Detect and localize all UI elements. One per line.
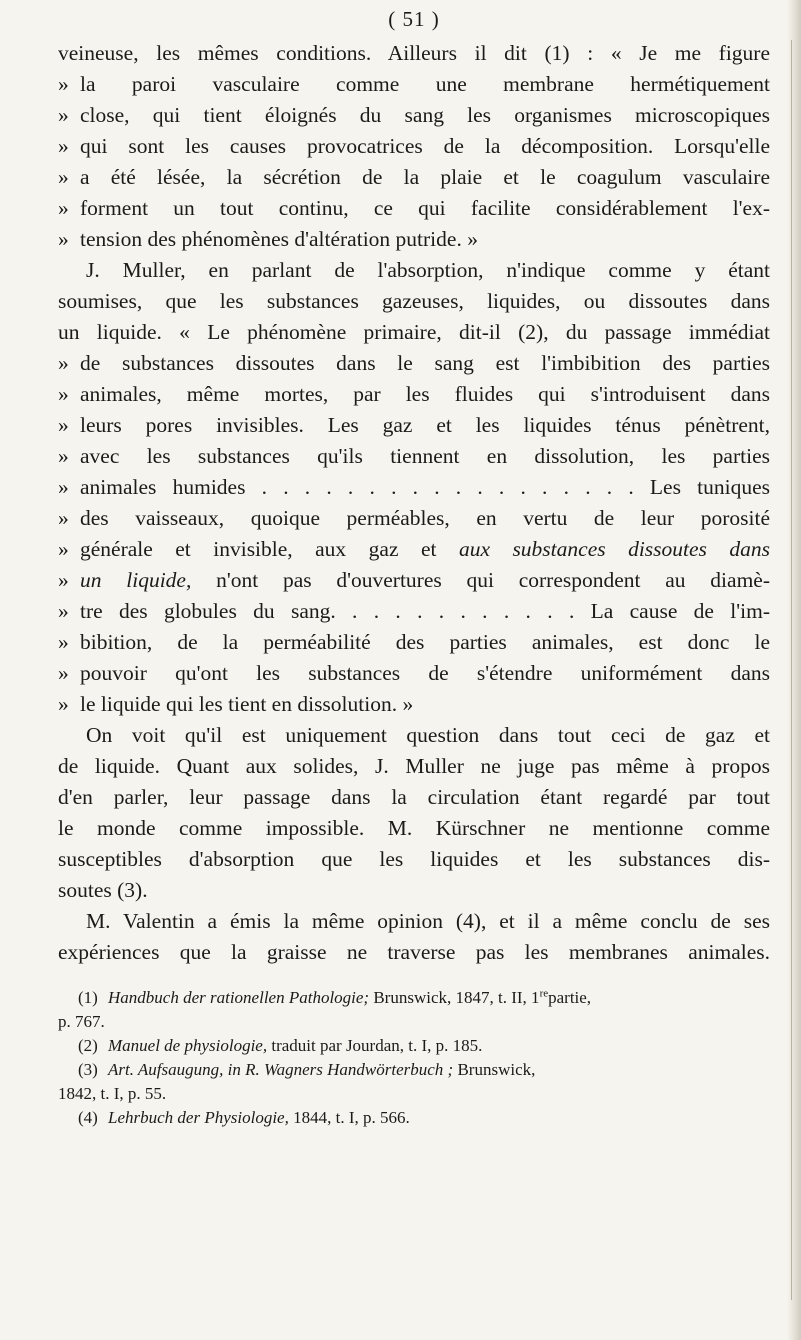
text-line	[58, 720, 770, 751]
line-text: tre des globules du sang. . . . . . . . . . . . La cause de l'im-	[80, 599, 770, 623]
footnote-text: Brunswick, 1847, t. II, 1	[369, 988, 540, 1007]
body-text	[58, 38, 770, 968]
quote-mark: »	[58, 72, 69, 96]
quote-mark: »	[58, 692, 69, 716]
footnote-continuation: p. 767.	[58, 1012, 105, 1031]
text-line	[58, 782, 770, 813]
line-text: close, qui tient éloignés du sang les organismes microscopiques	[80, 103, 770, 127]
text-line	[58, 627, 770, 658]
quote-mark: »	[58, 382, 69, 406]
quote-mark: »	[58, 196, 69, 220]
line-text: des vaisseaux, quoique perméables, en vertu de leur porosité	[80, 506, 770, 530]
text-line	[58, 937, 770, 968]
text-line	[58, 38, 770, 69]
footnote-title: Art. Aufsaugung, in R. Wagners Handwörterbuch ;	[108, 1060, 454, 1079]
quote-mark: »	[58, 506, 69, 530]
text-line	[58, 813, 770, 844]
line-text: générale et invisible, aux gaz et	[80, 537, 459, 561]
line-text: animales humides . . . . . . . . . . . . . . . . . . Les tuniques	[80, 475, 770, 499]
footnote	[58, 1058, 770, 1082]
quote-mark: »	[58, 444, 69, 468]
line-text: avec les substances qu'ils tiennent en dissolution, les parties	[80, 444, 770, 468]
text-line	[58, 906, 770, 937]
text-line	[58, 441, 770, 472]
text-line	[58, 751, 770, 782]
line-text: soumises, que les substances gazeuses, liquides, ou dissoutes dans	[58, 289, 770, 313]
text-line	[58, 689, 770, 720]
line-text: n'ont pas d'ouvertures qui correspondent au diamè-	[191, 568, 770, 592]
text-line	[58, 255, 770, 286]
page-edge-shadow	[787, 0, 801, 1340]
quote-mark: »	[58, 475, 69, 499]
line-text: un liquide. « Le phénomène primaire, dit-il (2), du passage immédiat	[58, 320, 770, 344]
book-page	[58, 0, 770, 1130]
line-text: soutes (3).	[58, 878, 148, 902]
superscript: re	[539, 987, 549, 1000]
footnote-continuation: 1842, t. I, p. 55.	[58, 1084, 167, 1103]
quote-mark: »	[58, 165, 69, 189]
text-line	[58, 348, 770, 379]
text-line	[58, 472, 770, 503]
quote-mark: »	[58, 568, 69, 592]
italic-text: aux substances dissoutes dans	[458, 537, 770, 561]
text-line	[58, 317, 770, 348]
footnote-number: (4)	[78, 1108, 98, 1127]
line-text: a été lésée, la sécrétion de la plaie et le coagulum vasculaire	[80, 165, 770, 189]
footnote-title: Lehrbuch der Physiologie,	[108, 1108, 289, 1127]
quote-mark: »	[58, 537, 69, 561]
line-text: le liquide qui les tient en dissolution. »	[80, 692, 414, 716]
footnote-text: traduit par Jourdan, t. I, p. 185.	[267, 1036, 483, 1055]
footnote	[58, 1106, 770, 1130]
footnote	[58, 1034, 770, 1058]
line-text: forment un tout continu, ce qui facilite considérablement l'ex-	[80, 196, 770, 220]
quote-mark: »	[58, 103, 69, 127]
line-text: le monde comme impossible. M. Kürschner ne mentionne comme	[58, 816, 770, 840]
text-line	[58, 534, 770, 565]
footnote-number: (1)	[78, 988, 98, 1007]
italic-text: un liquide,	[80, 568, 192, 592]
footnote	[58, 986, 770, 1010]
text-line	[58, 131, 770, 162]
footnote-number: (3)	[78, 1060, 98, 1079]
footnotes	[58, 986, 770, 1130]
text-line	[58, 193, 770, 224]
footnote-number: (2)	[78, 1036, 98, 1055]
text-line	[58, 875, 770, 906]
text-line	[58, 596, 770, 627]
page-number: ( 51 )	[388, 7, 440, 31]
line-text: de substances dissoutes dans le sang est l'imbibition des parties	[80, 351, 770, 375]
line-text: pouvoir qu'ont les substances de s'étendre uniformément dans	[80, 661, 770, 685]
text-line	[58, 162, 770, 193]
line-text: animales, même mortes, par les fluides qui s'introduisent dans	[80, 382, 770, 406]
line-text: M. Valentin a émis la même opinion (4), et il a même conclu de ses	[86, 909, 770, 933]
quote-mark: »	[58, 351, 69, 375]
text-line	[58, 565, 770, 596]
page-edge-line	[791, 40, 792, 1300]
text-line	[58, 100, 770, 131]
text-line	[58, 69, 770, 100]
line-text: d'en parler, leur passage dans la circulation étant regardé par tout	[58, 785, 770, 809]
footnote-text: Brunswick,	[453, 1060, 536, 1079]
line-text: bibition, de la perméabilité des parties animales, est donc le	[80, 630, 770, 654]
line-text: qui sont les causes provocatrices de la décomposition. Lorsqu'elle	[80, 134, 770, 158]
line-text: J. Muller, en parlant de l'absorption, n'indique comme y étant	[86, 258, 770, 282]
quote-mark: »	[58, 413, 69, 437]
footnote-title: Manuel de physiologie,	[108, 1036, 268, 1055]
line-text: tension des phénomènes d'altération putride. »	[80, 227, 478, 251]
quote-mark: »	[58, 227, 69, 251]
text-line	[58, 658, 770, 689]
line-text: de liquide. Quant aux solides, J. Muller ne juge pas même à propos	[58, 754, 770, 778]
quote-mark: »	[58, 134, 69, 158]
line-text: susceptibles d'absorption que les liquides et les substances dis-	[58, 847, 770, 871]
text-line	[58, 224, 770, 255]
line-text: expériences que la graisse ne traverse pas les membranes animales.	[58, 940, 770, 964]
text-line	[58, 503, 770, 534]
text-line	[58, 379, 770, 410]
line-text: leurs pores invisibles. Les gaz et les liquides ténus pénètrent,	[80, 413, 770, 437]
quote-mark: »	[58, 599, 69, 623]
text-line	[58, 286, 770, 317]
footnote-text: partie,	[548, 988, 592, 1007]
line-text: la paroi vasculaire comme une membrane hermétiquement	[80, 72, 770, 96]
text-line	[58, 410, 770, 441]
footnote-title: Handbuch der rationellen Pathologie;	[108, 988, 370, 1007]
quote-mark: »	[58, 630, 69, 654]
line-text: On voit qu'il est uniquement question dans tout ceci de gaz et	[86, 723, 770, 747]
line-text: veineuse, les mêmes conditions. Ailleurs il dit (1) : « Je me figure	[58, 41, 770, 65]
text-line	[58, 844, 770, 875]
quote-mark: »	[58, 661, 69, 685]
footnote-text: 1844, t. I, p. 566.	[288, 1108, 410, 1127]
